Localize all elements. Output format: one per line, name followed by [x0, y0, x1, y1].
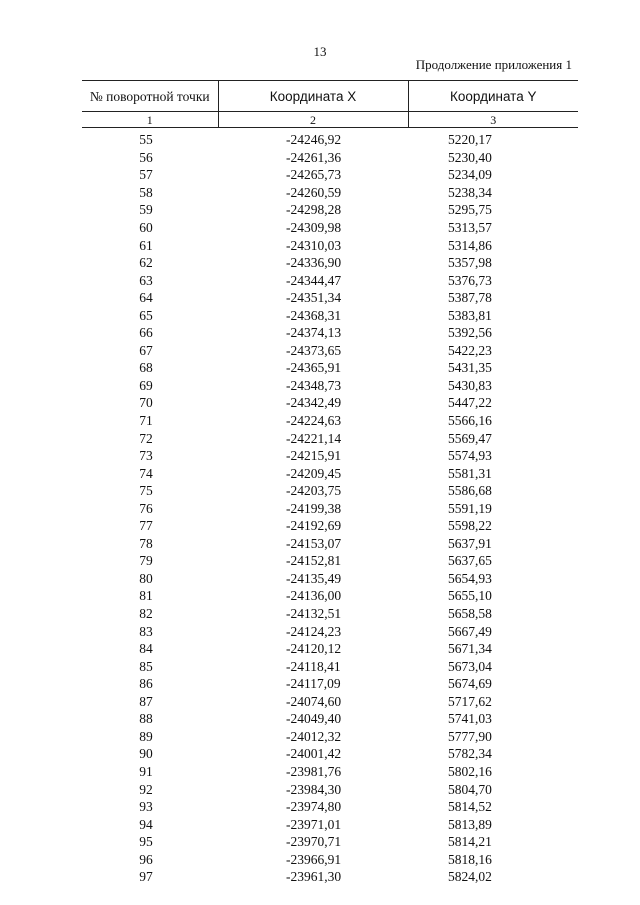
point-number-cell: 63 — [139, 272, 153, 288]
point-number-cell: 81 — [139, 588, 153, 604]
coordinate-y-cell: 5782,34 — [448, 746, 492, 762]
table-row — [82, 833, 578, 851]
coordinate-y-cell: 5566,16 — [448, 413, 492, 429]
column-number-1: 1 — [82, 112, 218, 128]
coordinate-x-cell: -23970,71 — [286, 834, 342, 850]
point-number-cell: 66 — [139, 325, 153, 341]
coordinate-x-cell: -24344,47 — [286, 272, 342, 288]
point-number-cell: 68 — [139, 360, 153, 376]
point-number-cell: 71 — [139, 413, 153, 429]
point-number-cell: 82 — [139, 606, 153, 622]
point-number-cell: 58 — [139, 184, 153, 200]
coordinate-y-cell: 5430,83 — [448, 377, 492, 393]
table-row — [82, 868, 578, 886]
table-row — [82, 447, 578, 465]
table-row — [82, 412, 578, 430]
table-row — [82, 184, 578, 202]
coordinate-x-cell: -24260,59 — [286, 184, 342, 200]
coordinate-y-cell: 5387,78 — [448, 290, 492, 306]
coordinate-x-cell: -23981,76 — [286, 763, 342, 779]
point-number-cell: 59 — [139, 202, 153, 218]
coordinate-x-cell: -24221,14 — [286, 430, 342, 446]
coordinate-y-cell: 5234,09 — [448, 167, 492, 183]
table-row — [82, 850, 578, 868]
table-row — [82, 798, 578, 816]
table-row — [82, 342, 578, 360]
coordinate-x-cell: -24365,91 — [286, 360, 342, 376]
coordinate-x-cell: -24118,41 — [286, 658, 341, 674]
coordinate-x-cell: -24136,00 — [286, 588, 342, 604]
coordinate-y-cell: 5422,23 — [448, 342, 492, 358]
coordinate-y-cell: 5741,03 — [448, 711, 492, 727]
table-row — [82, 271, 578, 289]
table-row — [82, 745, 578, 763]
table-row — [82, 128, 578, 149]
coordinate-x-cell: -24124,23 — [286, 623, 342, 639]
table-row — [82, 763, 578, 781]
table-row — [82, 780, 578, 798]
table-row — [82, 289, 578, 307]
coordinate-x-cell: -23966,91 — [286, 851, 342, 867]
point-number-cell: 73 — [139, 448, 153, 464]
point-number-cell: 64 — [139, 290, 153, 306]
page-number: 13 — [313, 44, 327, 59]
point-number-cell: 96 — [139, 851, 153, 867]
coordinate-x-cell: -24309,98 — [286, 220, 342, 235]
coordinate-x-cell: -24117,09 — [286, 676, 341, 692]
point-number-cell: 84 — [139, 641, 153, 657]
coordinate-x-cell: -23984,30 — [286, 781, 342, 797]
table-row — [82, 622, 578, 640]
table-row — [82, 324, 578, 342]
coordinate-y-cell: 5383,81 — [448, 307, 492, 323]
point-number-cell: 65 — [139, 307, 153, 323]
coordinate-y-cell: 5814,52 — [448, 799, 492, 815]
coordinate-x-cell: -24199,38 — [286, 500, 342, 516]
table-row — [82, 587, 578, 605]
table-row — [82, 394, 578, 412]
column-number-2: 2 — [218, 112, 408, 128]
table-row — [82, 605, 578, 623]
coordinate-y-cell: 5598,22 — [448, 518, 492, 534]
coordinate-y-cell: 5586,68 — [448, 483, 492, 499]
table-row — [82, 464, 578, 482]
point-number-cell: 61 — [139, 237, 153, 253]
table-row — [82, 499, 578, 517]
coordinate-x-cell: -24374,13 — [286, 325, 342, 341]
coordinate-x-cell: -24373,65 — [286, 342, 342, 358]
coordinate-x-cell: -23971,01 — [286, 816, 342, 832]
table-row — [82, 166, 578, 184]
coordinate-y-cell: 5313,57 — [448, 220, 492, 235]
point-number-cell: 75 — [139, 483, 153, 499]
header-point-number: № поворотной точки — [82, 81, 218, 112]
table-row — [82, 657, 578, 675]
coordinate-y-cell: 5431,35 — [448, 360, 492, 376]
coordinate-y-cell: 5447,22 — [448, 395, 492, 411]
coordinate-x-cell: -24298,28 — [286, 202, 342, 218]
coordinate-y-cell: 5637,65 — [448, 553, 492, 569]
coordinate-y-cell: 5637,91 — [448, 535, 492, 551]
coordinate-y-cell: 5658,58 — [448, 606, 492, 622]
coordinate-x-cell: -24120,12 — [286, 641, 342, 657]
table-row — [82, 254, 578, 272]
coordinates-table — [82, 80, 578, 886]
point-number-cell: 60 — [139, 220, 153, 235]
point-number-cell: 79 — [139, 553, 153, 569]
coordinate-y-cell: 5238,34 — [448, 184, 492, 200]
point-number-cell: 76 — [139, 500, 153, 516]
table-row — [82, 219, 578, 237]
point-number-cell: 85 — [139, 658, 153, 674]
table-row — [82, 236, 578, 254]
table-row — [82, 429, 578, 447]
coordinate-y-cell: 5569,47 — [448, 430, 492, 446]
coordinate-y-cell: 5655,10 — [448, 588, 492, 604]
table-row — [82, 570, 578, 588]
coordinate-x-cell: -24336,90 — [286, 255, 342, 271]
coordinate-x-cell: -24265,73 — [286, 167, 342, 183]
coordinate-y-cell: 5392,56 — [448, 325, 492, 341]
point-number-cell: 95 — [139, 834, 153, 850]
point-number-cell: 69 — [139, 377, 153, 393]
coordinate-x-cell: -24215,91 — [286, 448, 342, 464]
table-body — [82, 128, 578, 886]
coordinate-x-cell: -24261,36 — [286, 149, 342, 165]
coordinate-x-cell: -24074,60 — [286, 693, 342, 709]
point-number-cell: 93 — [139, 799, 153, 815]
table-row — [82, 552, 578, 570]
coordinate-x-cell: -24342,49 — [286, 395, 342, 411]
coordinate-x-cell: -24310,03 — [286, 237, 342, 253]
coordinate-y-cell: 5802,16 — [448, 763, 492, 779]
coordinate-y-cell: 5674,69 — [448, 676, 492, 692]
point-number-cell: 77 — [139, 518, 153, 534]
coordinate-y-cell: 5673,04 — [448, 658, 492, 674]
coordinate-y-cell: 5813,89 — [448, 816, 492, 832]
coordinate-y-cell: 5376,73 — [448, 272, 492, 288]
point-number-cell: 70 — [139, 395, 153, 411]
coordinate-y-cell: 5230,40 — [448, 149, 492, 165]
point-number-cell: 94 — [139, 816, 153, 832]
coordinate-y-cell: 5357,98 — [448, 255, 492, 271]
table-row — [82, 377, 578, 395]
point-number-cell: 86 — [139, 676, 153, 692]
point-number-cell: 57 — [139, 167, 153, 183]
coordinate-y-cell: 5220,17 — [448, 132, 492, 148]
coordinate-x-cell: -24351,34 — [286, 290, 342, 306]
coordinate-y-cell: 5804,70 — [448, 781, 492, 797]
coordinate-y-cell: 5814,21 — [448, 834, 492, 850]
point-number-cell: 90 — [139, 746, 153, 762]
point-number-cell: 83 — [139, 623, 153, 639]
point-number-cell: 74 — [139, 465, 153, 481]
coordinate-x-cell: -24192,69 — [286, 518, 342, 534]
coordinate-y-cell: 5295,75 — [448, 202, 492, 218]
coordinate-x-cell: -24152,81 — [286, 553, 342, 569]
coordinate-y-cell: 5654,93 — [448, 570, 492, 586]
table-row — [82, 710, 578, 728]
coordinate-x-cell: -24135,49 — [286, 570, 342, 586]
point-number-cell: 89 — [139, 728, 153, 744]
column-number-3: 3 — [408, 112, 578, 128]
point-number-cell: 80 — [139, 570, 153, 586]
table-row — [82, 482, 578, 500]
coordinate-y-cell: 5667,49 — [448, 623, 492, 639]
coordinate-x-cell: -24224,63 — [286, 413, 342, 429]
header-coordinate-y: Координата Y — [408, 81, 578, 112]
table-row — [82, 728, 578, 746]
coordinate-y-cell: 5574,93 — [448, 448, 492, 464]
point-number-cell: 62 — [139, 255, 153, 271]
table-row — [82, 306, 578, 324]
coordinate-y-cell: 5818,16 — [448, 851, 492, 867]
coordinate-y-cell: 5777,90 — [448, 728, 492, 744]
continuation-note: Продолжение приложения 1 — [415, 57, 572, 72]
coordinate-x-cell: -24049,40 — [286, 711, 342, 727]
coordinate-y-cell: 5581,31 — [448, 465, 492, 481]
header-coordinate-x: Координата X — [218, 81, 408, 112]
coordinate-x-cell: -24368,31 — [286, 307, 342, 323]
table-row — [82, 815, 578, 833]
coordinate-x-cell: -24209,45 — [286, 465, 342, 481]
point-number-cell: 97 — [139, 869, 153, 885]
point-number-cell: 92 — [139, 781, 153, 797]
table-row — [82, 149, 578, 167]
coordinate-x-cell: -24348,73 — [286, 377, 342, 393]
table-row — [82, 693, 578, 711]
coordinate-y-cell: 5314,86 — [448, 237, 492, 253]
table-row — [82, 640, 578, 658]
point-number-cell: 91 — [139, 763, 153, 779]
coordinate-x-cell: -24001,42 — [286, 746, 342, 762]
table-row — [82, 359, 578, 377]
table-row — [82, 675, 578, 693]
point-number-cell: 55 — [139, 132, 153, 148]
point-number-cell: 67 — [139, 342, 153, 358]
coordinate-x-cell: -23961,30 — [286, 869, 342, 885]
point-number-cell: 72 — [139, 430, 153, 446]
coordinate-x-cell: -24203,75 — [286, 483, 342, 499]
coordinate-y-cell: 5591,19 — [448, 500, 492, 516]
point-number-cell: 78 — [139, 535, 153, 551]
coordinate-x-cell: -24132,51 — [286, 606, 342, 622]
point-number-cell: 88 — [139, 711, 153, 727]
coordinate-y-cell: 5824,02 — [448, 869, 492, 885]
table-row — [82, 201, 578, 219]
coordinate-y-cell: 5717,62 — [448, 693, 492, 709]
coordinate-x-cell: -24153,07 — [286, 535, 342, 551]
coordinate-x-cell: -24246,92 — [286, 132, 342, 148]
table-row — [82, 535, 578, 553]
coordinate-x-cell: -23974,80 — [286, 799, 342, 815]
coordinate-x-cell: -24012,32 — [286, 728, 342, 744]
coordinate-y-cell: 5671,34 — [448, 641, 492, 657]
point-number-cell: 56 — [139, 149, 153, 165]
point-number-cell: 87 — [139, 693, 153, 709]
table-row — [82, 517, 578, 535]
